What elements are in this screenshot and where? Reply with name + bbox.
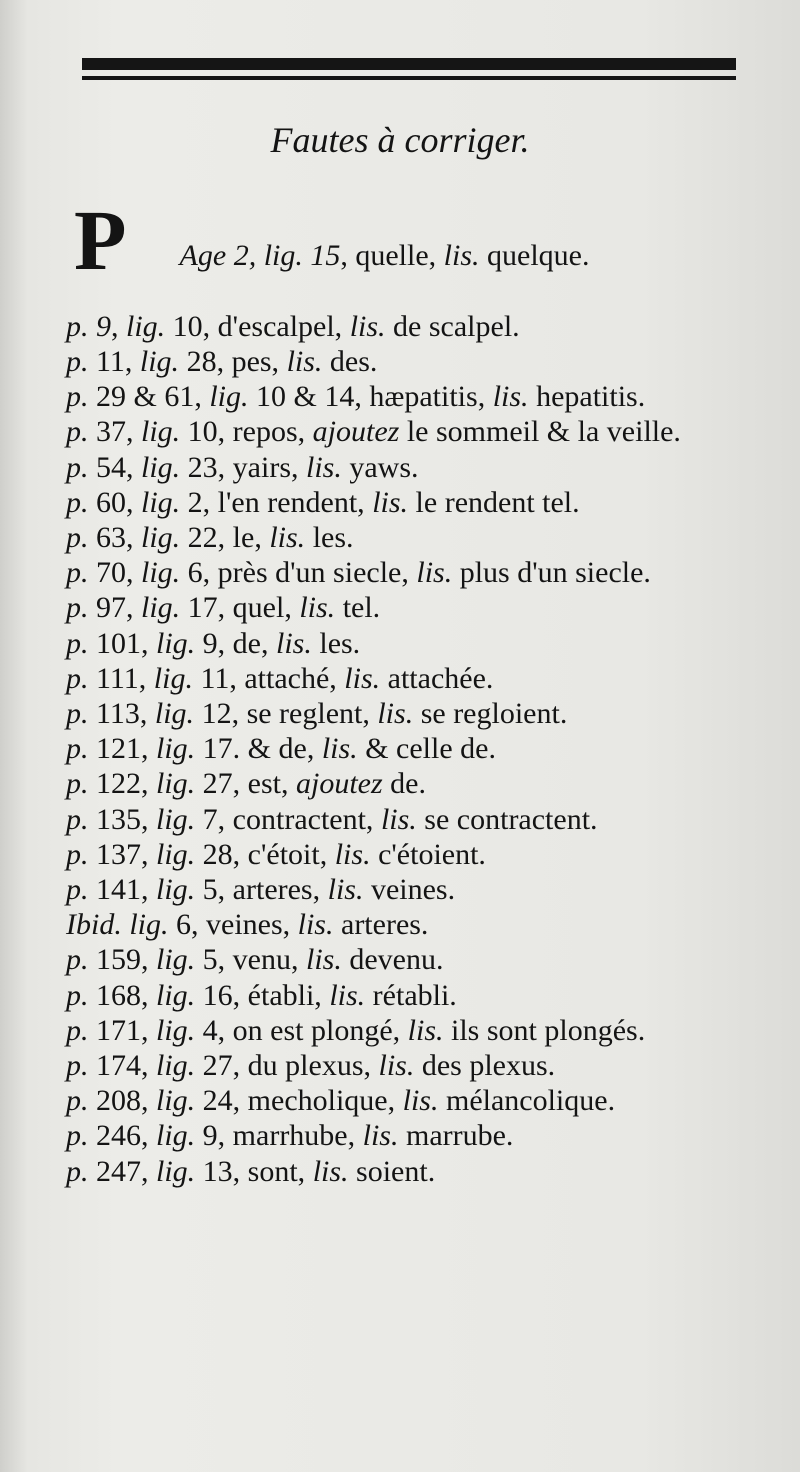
errata-entry: [66, 942, 756, 977]
errata-italic-text: lig.: [141, 521, 181, 555]
errata-italic-text: lis.: [402, 1084, 439, 1118]
errata-text: 11, attaché,: [192, 661, 345, 695]
errata-italic-text: p.: [66, 626, 89, 660]
errata-italic-text: lig.: [156, 767, 196, 801]
errata-text: les.: [311, 626, 361, 660]
errata-entries: [66, 309, 756, 1189]
errata-text: marrube.: [398, 1119, 514, 1153]
errata-text: des plexus.: [414, 1049, 556, 1083]
errata-entry: [66, 802, 756, 837]
errata-text: hepatitis.: [528, 380, 646, 414]
errata-italic-text: lig.: [209, 380, 249, 414]
errata-text: 54,: [88, 450, 141, 484]
errata-italic-text: lig.: [141, 591, 181, 625]
page-title: Fautes à corriger.: [270, 120, 530, 160]
errata-italic-text: lis.: [380, 802, 417, 836]
errata-entry: [66, 309, 756, 344]
errata-text: 17, quel,: [180, 591, 300, 625]
errata-text: 6, près d'un siecle,: [180, 556, 417, 590]
errata-text: 17. & de,: [195, 732, 322, 766]
errata-entry: [66, 1083, 756, 1118]
errata-entry: [66, 520, 756, 555]
errata-italic-text: lis.: [297, 908, 334, 942]
errata-entry: [66, 555, 756, 590]
errata-text: 28, pes,: [179, 345, 287, 379]
errata-text: 5, arteres,: [195, 873, 328, 907]
errata-italic-text: lig.: [156, 1119, 196, 1153]
errata-entry: [66, 731, 756, 766]
errata-text: 10 & 14, hæpatitis,: [248, 380, 493, 414]
errata-text: 174,: [88, 1049, 156, 1083]
errata-text: & celle de.: [357, 732, 496, 766]
errata-text: ,: [111, 309, 126, 343]
errata-entry: [66, 450, 756, 485]
errata-italic-text: p.: [66, 873, 89, 907]
errata-italic-text: Age 2, lig. 15: [179, 239, 341, 273]
errata-italic-text: p.: [66, 732, 89, 766]
errata-italic-text: lis.: [327, 873, 364, 907]
errata-entry: [66, 1118, 756, 1153]
errata-text: 27, du plexus,: [195, 1049, 379, 1083]
errata-text: 22, le,: [180, 521, 270, 555]
errata-text: les.: [305, 521, 354, 555]
errata-text: 101,: [88, 626, 156, 660]
errata-text: 4, on est plongé,: [195, 1013, 408, 1047]
header-rule: [82, 58, 736, 84]
errata-italic-text: lis.: [416, 556, 453, 590]
errata-text: 29 & 61,: [88, 380, 210, 414]
errata-entry: [66, 837, 756, 872]
errata-italic-text: ajoutez: [312, 415, 400, 449]
errata-text: 113,: [88, 697, 155, 731]
errata-italic-text: lig.: [141, 556, 181, 590]
errata-entry-first: [66, 168, 756, 309]
errata-italic-text: lig.: [156, 1049, 196, 1083]
errata-italic-text: p.: [66, 345, 89, 379]
errata-text: 70,: [88, 556, 141, 590]
errata-entry: [66, 1048, 756, 1083]
errata-italic-text: p.: [66, 1013, 89, 1047]
errata-text: 60,: [88, 485, 141, 519]
errata-italic-text: p.: [66, 1084, 89, 1118]
errata-text: 141,: [88, 873, 156, 907]
errata-text: rétabli.: [365, 978, 457, 1012]
errata-italic-text: p.: [66, 661, 89, 695]
header-rule-thin: [82, 76, 736, 80]
errata-entry: [66, 1013, 756, 1048]
errata-entry: [66, 872, 756, 907]
errata-italic-text: p.: [66, 521, 89, 555]
errata-text: quelque.: [479, 239, 590, 273]
errata-entry-first-text: [180, 239, 590, 272]
errata-text: c'étoient.: [370, 837, 486, 871]
errata-italic-text: p.: [66, 450, 89, 484]
errata-italic-text: p.: [66, 380, 89, 414]
errata-italic-text: lis.: [362, 1119, 399, 1153]
errata-entry: [66, 590, 756, 625]
errata-italic-text: lig.: [153, 661, 193, 695]
errata-text: 247,: [88, 1154, 156, 1188]
errata-italic-text: p.: [66, 1119, 89, 1153]
errata-text: se regloient.: [413, 697, 568, 731]
errata-text: 23, yairs,: [180, 450, 306, 484]
errata-text: yaws.: [341, 450, 419, 484]
errata-italic-text: p.: [66, 415, 89, 449]
errata-italic-text: lig.: [141, 485, 181, 519]
errata-text: 7, contractent,: [195, 802, 381, 836]
errata-text: 10, d'escalpel,: [165, 309, 350, 343]
errata-text: de.: [382, 767, 426, 801]
errata-text: 246,: [88, 1119, 156, 1153]
errata-entry: [66, 485, 756, 520]
errata-text: soient.: [348, 1154, 436, 1188]
errata-text: des.: [322, 345, 378, 379]
errata-italic-text: p.: [66, 697, 89, 731]
errata-italic-text: lis.: [407, 1013, 444, 1047]
errata-text: tel.: [335, 591, 381, 625]
errata-text: arteres.: [333, 908, 429, 942]
errata-italic-text: lis.: [269, 521, 306, 555]
errata-italic-text: lig.: [156, 1084, 196, 1118]
errata-entry: [66, 414, 756, 449]
drop-cap: P: [74, 192, 127, 289]
errata-text: 5, venu,: [195, 943, 306, 977]
errata-italic-text: p. 9: [66, 309, 111, 343]
errata-text: 111,: [88, 661, 154, 695]
errata-italic-text: p.: [66, 591, 89, 625]
errata-italic-text: lis.: [377, 697, 414, 731]
errata-italic-text: p.: [66, 767, 89, 801]
errata-text: le sommeil & la veille.: [399, 415, 681, 449]
errata-italic-text: lig.: [139, 345, 180, 379]
errata-text: , quelle,: [340, 239, 444, 273]
errata-italic-text: lis.: [344, 661, 381, 695]
errata-italic-text: lis.: [299, 591, 336, 625]
header-rule-thick: [82, 58, 736, 70]
errata-text: 6, veines,: [168, 908, 298, 942]
errata-italic-text: lis.: [492, 380, 529, 414]
errata-italic-text: ajoutez: [296, 767, 383, 801]
errata-italic-text: p.: [66, 943, 89, 977]
errata-entry: [66, 978, 756, 1013]
errata-italic-text: lig.: [156, 626, 196, 660]
errata-italic-text: p.: [66, 1154, 89, 1188]
errata-italic-text: lig.: [141, 450, 181, 484]
errata-text: 137,: [88, 837, 156, 871]
errata-text: devenu.: [341, 943, 444, 977]
errata-text: attachée.: [380, 661, 494, 695]
errata-italic-text: lig.: [141, 415, 181, 449]
errata-text: 121,: [88, 732, 156, 766]
errata-italic-text: lis.: [286, 345, 323, 379]
errata-text: 28, c'étoit,: [195, 837, 335, 871]
errata-text: mélancolique.: [438, 1084, 616, 1118]
errata-text: 122,: [88, 767, 156, 801]
errata-text: 2, l'en rendent,: [180, 485, 373, 519]
errata-entry: [66, 907, 756, 942]
errata-italic-text: lis.: [329, 978, 366, 1012]
errata-text: 9, de,: [195, 626, 276, 660]
errata-text: 159,: [88, 943, 156, 977]
errata-italic-text: lig.: [156, 943, 196, 977]
errata-italic-text: p.: [66, 1049, 89, 1083]
errata-italic-text: lig.: [156, 873, 196, 907]
errata-text: plus d'un siecle.: [452, 556, 651, 590]
errata-italic-text: lig.: [156, 1154, 196, 1188]
errata-list: [66, 168, 756, 1189]
errata-italic-text: lig.: [156, 1013, 196, 1047]
errata-entry: [66, 696, 756, 731]
errata-text: de scalpel.: [385, 309, 520, 343]
errata-text: 16, établi,: [195, 978, 330, 1012]
errata-italic-text: Ibid. lig.: [66, 908, 169, 942]
errata-italic-text: lis.: [312, 1154, 349, 1188]
errata-italic-text: lis.: [306, 943, 342, 977]
errata-text: 13, sont,: [195, 1154, 313, 1188]
errata-entry: [66, 766, 756, 801]
errata-italic-text: lis.: [321, 732, 358, 766]
errata-italic-text: lis.: [372, 485, 409, 519]
errata-italic-text: lig.: [156, 802, 196, 836]
errata-italic-text: lis.: [378, 1049, 415, 1083]
errata-italic-text: lis.: [443, 239, 480, 273]
errata-text: 171,: [88, 1013, 156, 1047]
errata-text: veines.: [363, 873, 456, 907]
errata-italic-text: p.: [66, 556, 89, 590]
errata-text: ils sont plongés.: [443, 1013, 646, 1047]
errata-entry: [66, 1154, 756, 1189]
errata-entry: [66, 344, 756, 379]
errata-text: le rendent tel.: [408, 485, 580, 519]
errata-text: 135,: [88, 802, 156, 836]
errata-text: 208,: [88, 1084, 156, 1118]
errata-italic-text: lig.: [154, 697, 195, 731]
errata-italic-text: lis.: [334, 837, 371, 871]
errata-italic-text: lis.: [349, 309, 386, 343]
errata-text: 27, est,: [195, 767, 296, 801]
errata-italic-text: lig.: [156, 978, 196, 1012]
errata-italic-text: p.: [66, 837, 89, 871]
errata-italic-text: lig.: [156, 837, 196, 871]
errata-text: 10, repos,: [180, 415, 313, 449]
errata-italic-text: lis.: [276, 626, 312, 660]
errata-text: 9, marrhube,: [195, 1119, 363, 1153]
errata-text: 97,: [88, 591, 141, 625]
errata-entry: [66, 661, 756, 696]
errata-text: 37,: [88, 415, 141, 449]
errata-italic-text: lis.: [306, 450, 342, 484]
errata-italic-text: p.: [66, 978, 89, 1012]
errata-italic-text: p.: [66, 485, 89, 519]
errata-text: se contractent.: [416, 802, 598, 836]
errata-italic-text: lig.: [126, 309, 166, 343]
errata-text: 63,: [88, 521, 141, 555]
errata-entry: [66, 626, 756, 661]
errata-text: 11,: [88, 345, 140, 379]
errata-text: 168,: [88, 978, 156, 1012]
errata-entry: [66, 379, 756, 414]
errata-italic-text: p.: [66, 802, 89, 836]
errata-text: 12, se reglent,: [194, 697, 378, 731]
errata-text: 24, mecholique,: [195, 1084, 403, 1118]
errata-italic-text: lig.: [156, 732, 196, 766]
